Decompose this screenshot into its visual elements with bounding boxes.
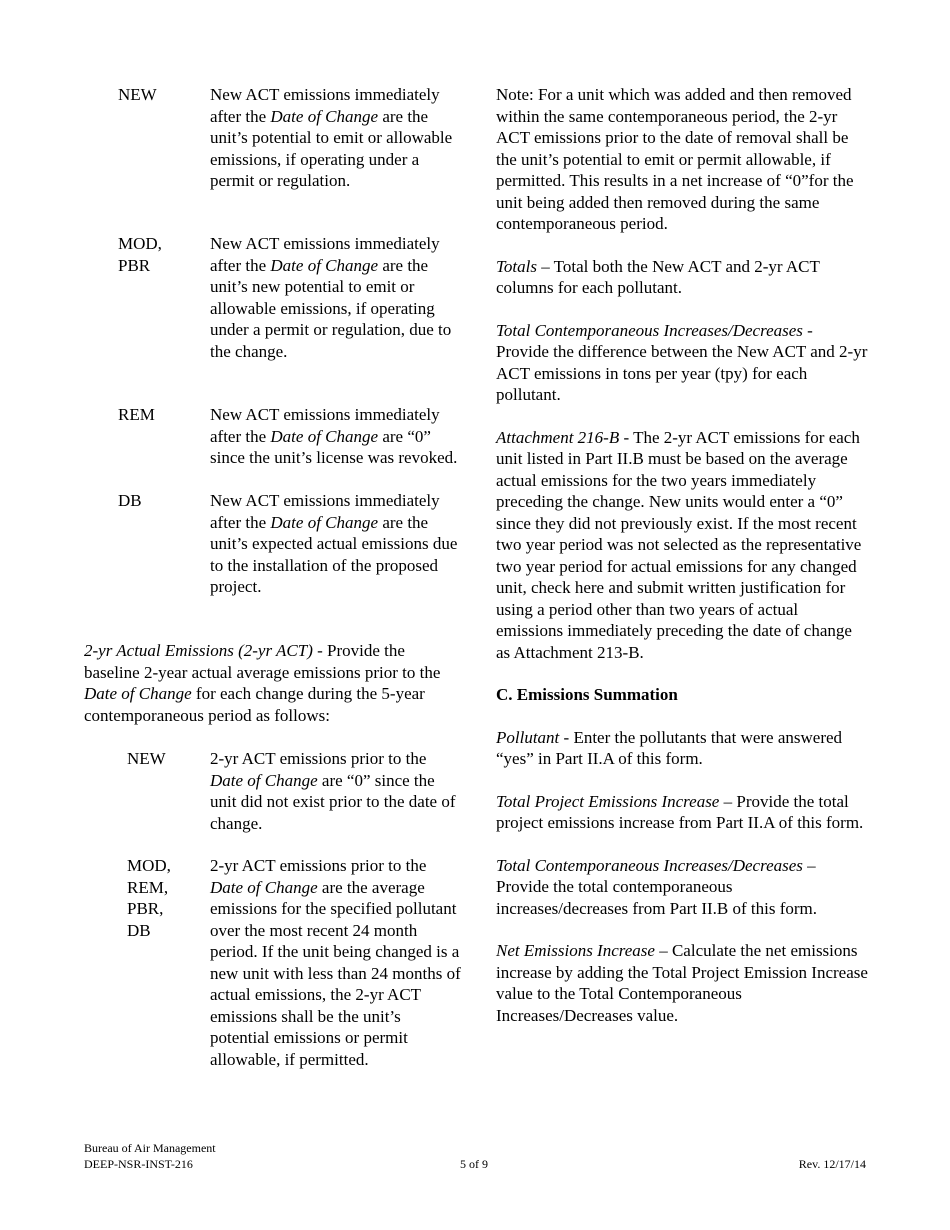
right-column bbox=[496, 84, 868, 1026]
def-term: NEW bbox=[127, 749, 166, 768]
def-two-yr-new bbox=[84, 748, 462, 855]
def-term: MOD, PBR bbox=[118, 234, 162, 275]
footer-page-number: 5 of 9 bbox=[460, 1157, 488, 1171]
def-desc: 2-yr ACT emissions prior to the Date of Change are “0” since the unit did not exist prior to the date of change. bbox=[210, 749, 456, 833]
def-desc: New ACT emissions immediately after the Date of Change are the unit’s expected actual emissions due to the installation of the proposed project. bbox=[210, 491, 458, 596]
def-desc: 2-yr ACT emissions prior to the Date of Change are the average emissions for the specified pollutant over the most recent 24 month period. If the unit being changed is a new unit with less than 24 months of actual emissions, the 2-yr ACT emissions shall be the unit’s potential emissions or permit allowable, if permitted. bbox=[210, 856, 461, 1069]
def-term: NEW bbox=[118, 85, 157, 104]
total-contemporaneous-paragraph: Total Contemporaneous Increases/Decreases - Provide the difference between the New ACT and 2-yr ACT emissions in tons per year (tpy) for each pollutant. bbox=[496, 320, 868, 404]
pollutant-paragraph: Pollutant - Enter the pollutants that were answered “yes” in Part II.A of this form. bbox=[496, 727, 843, 768]
def-new-act-db bbox=[84, 490, 462, 640]
total-project-paragraph: Total Project Emissions Increase – Provide the total project emissions increase from Part II.A of this form. bbox=[496, 791, 864, 832]
def-desc: New ACT emissions immediately after the Date of Change are “0” since the unit’s license was revoked. bbox=[210, 405, 458, 467]
def-desc: New ACT emissions immediately after the Date of Change are the unit’s potential to emit or allowable emissions, if operating under a permit or regulation. bbox=[210, 85, 453, 190]
net-emissions-paragraph: Net Emissions Increase – Calculate the net emissions increase by adding the Total Project Emission Increase value to the Total Contemporaneous Increases/Decreases value. bbox=[496, 941, 868, 1025]
two-yr-act-intro: 2-yr Actual Emissions (2-yr ACT) - Provide the baseline 2-year actual average emissions prior to the Date of Change for each change during the 5-year contemporaneous period as follows: bbox=[84, 641, 441, 725]
def-two-yr-mod-rem-pbr-db bbox=[84, 855, 462, 1070]
footer-revision: Rev. 12/17/14 bbox=[798, 1157, 866, 1171]
attachment-paragraph: Attachment 216-B - The 2-yr ACT emissions for each unit listed in Part II.B must be based on the average actual emissions for the two years immediately preceding the change. New units would enter a “0” since they did not previously exist. If the most recent two year period was not selected as the representative two year period for actual emissions for any changed unit, check here and submit written justification for using a period other than two years of actual emissions immediately preceding the date of change as Attachment 213-B. bbox=[496, 427, 862, 662]
def-new-act-new bbox=[84, 84, 462, 233]
def-new-act-mod-pbr bbox=[84, 233, 462, 404]
def-term: DB bbox=[118, 491, 142, 510]
total-contemporaneous-summary-paragraph: Total Contemporaneous Increases/Decreases – Provide the total contemporaneous increases/decreases from Part II.B of this form. bbox=[496, 855, 817, 918]
footer-org: Bureau of Air Management bbox=[84, 1141, 216, 1155]
totals-paragraph: Totals – Total both the New ACT and 2-yr ACT columns for each pollutant. bbox=[496, 256, 820, 297]
def-term: MOD, REM, PBR, DB bbox=[127, 856, 171, 940]
def-new-act-rem bbox=[84, 404, 462, 490]
def-desc: New ACT emissions immediately after the Date of Change are the unit’s new potential to emit or allowable emissions, if operating under a permit or regulation, due to the change. bbox=[210, 234, 452, 361]
footer-doc-id: DEEP-NSR-INST-216 bbox=[84, 1157, 193, 1171]
section-c-heading: C. Emissions Summation bbox=[496, 685, 678, 704]
left-column bbox=[84, 84, 462, 1070]
note-paragraph: Note: For a unit which was added and then removed within the same contemporaneous period, the 2-yr ACT emissions prior to the date of removal shall be the unit’s potential to emit or permit allowable, if permitted. This results in a net increase of “0”for the unit being added then removed during the same contemporaneous period. bbox=[496, 85, 854, 233]
def-term: REM bbox=[118, 405, 155, 424]
